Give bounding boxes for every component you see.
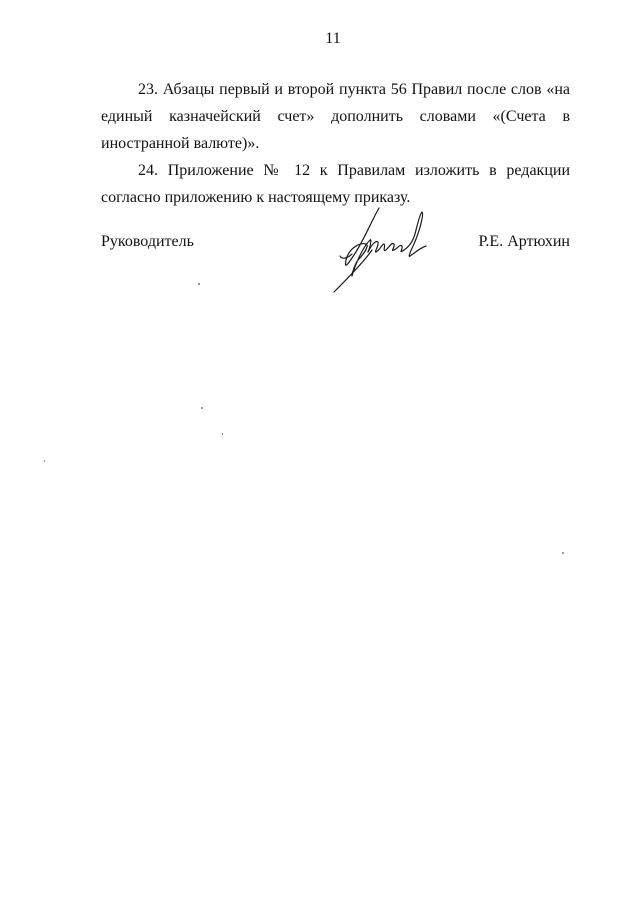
handwritten-signature [324,200,434,295]
scan-speck [562,552,564,554]
scan-speck [44,460,45,462]
scan-speck [222,433,223,435]
signatory-role: Руководитель [101,233,194,250]
scan-speck [198,283,200,285]
paragraph-23: 23. Абзацы первый и второй пункта 56 Правил после слов «на единый казначейский счет» дополнить словами «(Счета в иностранной валюте)». [101,81,570,152]
scan-speck [201,407,203,409]
signatory-name: Р.Е. Артюхин [478,233,570,250]
paragraph-24: 24. Приложение № 12 к Правилам изложить в редакции согласно приложению к настоящему приказу. [101,162,570,206]
page-number: 11 [325,30,341,47]
